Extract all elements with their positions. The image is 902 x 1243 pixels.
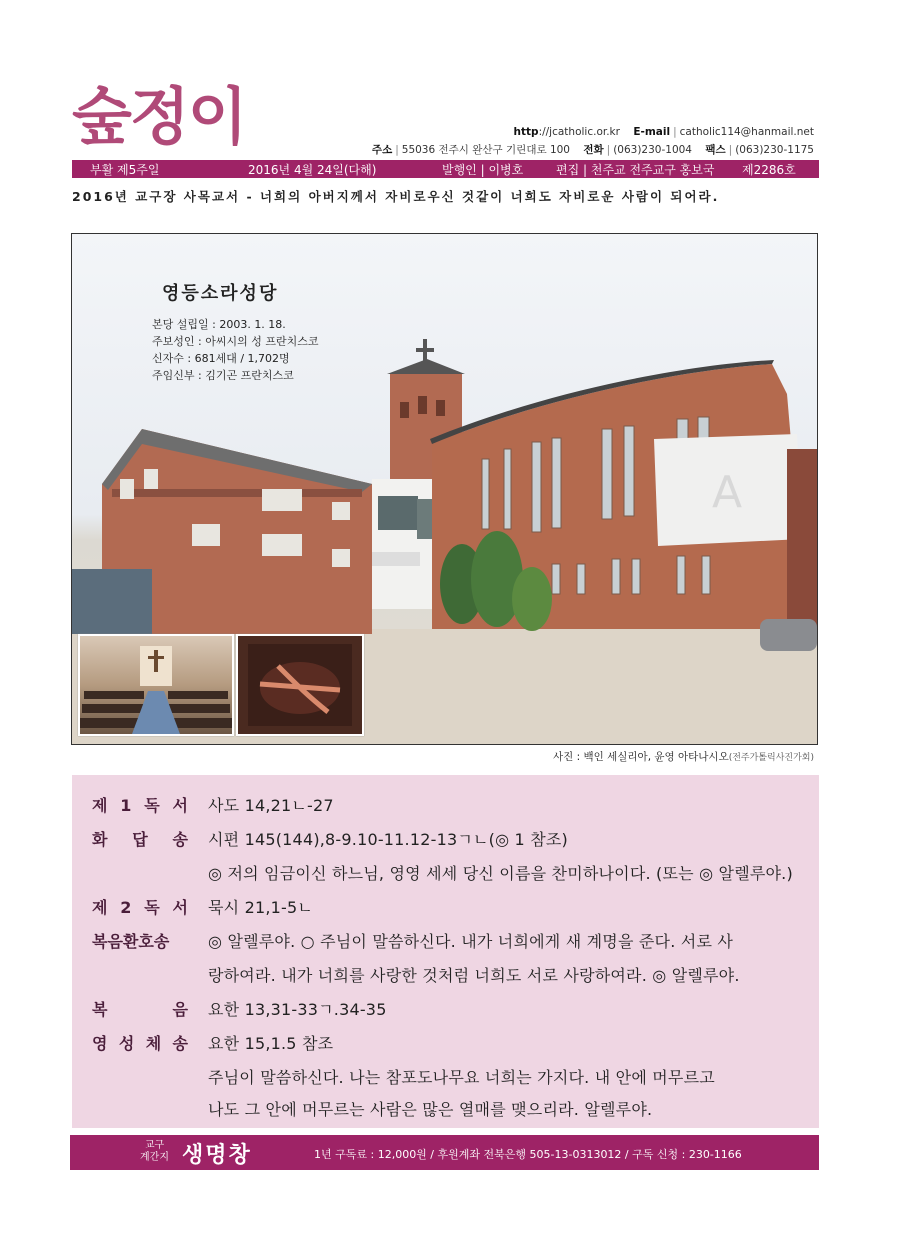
footer-small-label: 교구 계간지 [140, 1140, 169, 1163]
subscription-info: 1년 구독료 : 12,000원 / 후원계좌 전북은행 505-13-0313012 / 구독 신청 : 230-1166 [314, 1148, 742, 1161]
reading-text-communion-2: 주님이 말씀하신다. 나는 참포도나무요 너희는 가지다. 내 안에 머무르고 [208, 1068, 715, 1087]
masthead-logo: 숲정이 [72, 80, 246, 153]
email-label: E-mail [633, 126, 671, 138]
reading-text-gospel: 요한 13,31-33ㄱ.34-35 [208, 1000, 387, 1019]
footer-bar [70, 1135, 819, 1170]
reading-text-acclamation-1: ◎ 알렐루야. ○ 주님이 말씀하신다. 내가 너희에게 새 계명을 준다. 서로 사 [208, 932, 734, 951]
magazine-logo: 생명창 [182, 1142, 252, 1168]
church-founded: 본당 설립일 : 2003. 1. 18. [152, 318, 286, 331]
readings-box [72, 775, 819, 1128]
phone-number: (063)230-1004 [613, 144, 692, 156]
editor: 편집 | 천주교 전주교구 홍보국 [556, 162, 715, 177]
reading-text-psalm: 시편 145(144),8-9.10-11.12-13ㄱㄴ(◎ 1 참조) [208, 830, 568, 849]
pastoral-motto: 2016년 교구장 사목교서 - 너희의 아버지께서 자비로우신 것같이 너희도 자비로운 사람이 되어라. [72, 189, 720, 204]
reading-text-second: 묵시 21,1-5ㄴ [208, 898, 314, 917]
photo-credit: 사진 : 백인 세실리아, 윤영 아타나시오(전주가톨릭사진가회) [553, 751, 814, 763]
cross-detail-photo-inset [236, 634, 364, 736]
fax-number: (063)230-1175 [735, 144, 814, 156]
address-text: 55036 전주시 완산구 기린대로 100 [401, 144, 570, 156]
reading-text-communion: 요한 15,1.5 참조 [208, 1034, 334, 1053]
church-members: 신자수 : 681세대 / 1,702명 [152, 352, 290, 365]
sign-letter: A [712, 467, 743, 518]
reading-text-psalm-response: ◎ 저의 임금이신 하느님, 영영 세세 당신 이름을 찬미하나이다. (또는 ◎ 알렐루야.) [208, 864, 793, 883]
email-address[interactable]: catholic114@hanmail.net [679, 126, 814, 138]
issue-date: 2016년 4월 24일(다해) [248, 162, 377, 177]
phone-label: 전화 [583, 144, 604, 156]
reading-text-communion-3: 나도 그 안에 머무르는 사람은 많은 열매를 맺으리라. 알렐루야. [208, 1100, 653, 1119]
liturgical-season: 부활 제5주일 [90, 162, 160, 177]
church-pastor: 주임신부 : 김기곤 프란치스코 [152, 369, 294, 382]
church-name: 영등소라성당 [162, 283, 279, 304]
reading-label-psalm: 화 답 송 [92, 830, 188, 849]
church-patron: 주보성인 : 아씨시의 성 프란치스코 [152, 335, 319, 348]
interior-photo-inset [78, 634, 234, 736]
issue-bar [72, 160, 819, 178]
contact-line-web: http://jcatholic.or.kr E-mail | catholic114@hanmail.net [513, 126, 814, 138]
reading-label-acclamation: 복음환호송 [92, 932, 170, 951]
reading-label-second: 제 2 독 서 [92, 898, 188, 917]
contact-line-address: 주소 | 55036 전주시 완산구 기린대로 100 전화 | (063)230-1004 팩스 | (063)230-1175 [371, 144, 814, 156]
publisher: 발행인 | 이병호 [442, 162, 524, 177]
cover-photo [71, 233, 818, 745]
issue-number: 제2286호 [742, 162, 796, 177]
reading-label-communion: 영 성 체 송 [92, 1034, 188, 1053]
reading-text-first: 사도 14,21ㄴ-27 [208, 796, 334, 815]
http-label: http [513, 126, 539, 138]
reading-label-first: 제 1 독 서 [92, 796, 188, 815]
reading-text-acclamation-2: 랑하여라. 내가 너희를 사랑한 것처럼 너희도 서로 사랑하여라. ◎ 알렐루야. [208, 966, 740, 985]
address-label: 주소 [371, 144, 393, 156]
photo-credit-org: (전주가톨릭사진가회) [728, 753, 814, 763]
reading-label-gospel: 복 음 [92, 1000, 188, 1019]
website-url[interactable]: ://jcatholic.or.kr [538, 126, 620, 138]
fax-label: 팩스 [705, 144, 726, 156]
